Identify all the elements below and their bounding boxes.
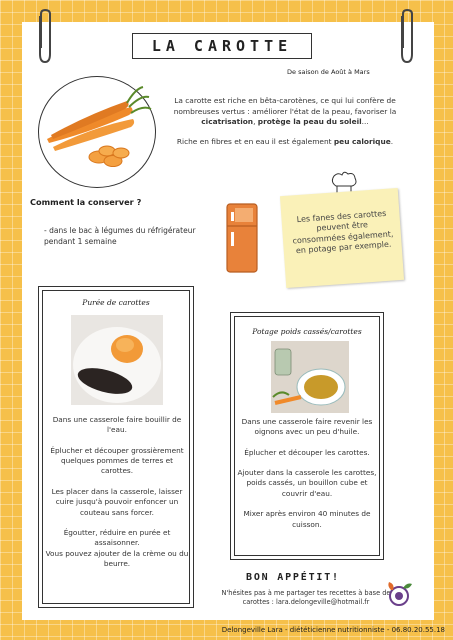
recipe-card-soup — [230, 312, 384, 560]
recipe-step: Dans une casserole faire bouillir de l'eau. — [52, 415, 182, 435]
recipe-step: Éplucher et découper les carottes. — [244, 447, 370, 457]
carrot-illustration — [39, 77, 157, 189]
recipe-steps-puree — [45, 415, 189, 569]
intro-highlight-sun: protège la peau du soleil — [257, 117, 362, 127]
intro-text-part: Riche en fibres et en eau il est également — [176, 136, 334, 146]
sticky-note-text: Les fanes des carottes peuvent être consommées également, en potage par exemple. — [292, 208, 394, 256]
season-label: De saison de Août à Mars — [287, 68, 370, 76]
recipe-step: Ajouter dans la casserole les carottes, poids cassés, un bouillon cube et couvrir d'eau. — [237, 468, 377, 498]
recipe-step: Les placer dans la casserole, laisser cuire jusqu'à pouvoir enfoncer un couteau sans forcer. — [51, 486, 183, 517]
footer-contact: Delongeville Lara - diététicienne nutritionniste - 06.80.20.55.18 — [221, 626, 445, 634]
puree-photo — [71, 315, 163, 405]
storage-text: - dans le bac à légumes du réfrigérateur pendant 1 semaine — [44, 226, 196, 246]
recipe-step: Dans une casserole faire revenir les oignons avec un peu d'huile. — [241, 417, 373, 437]
intro-paragraph-benefits — [160, 96, 410, 128]
soup-photo — [271, 341, 349, 413]
intro-text — [160, 96, 410, 147]
recipe-title-puree: Purée de carottes — [82, 298, 150, 307]
fridge-icon — [225, 202, 259, 274]
closing-title: BON APPÉTIT! — [246, 572, 340, 583]
sticky-note — [280, 188, 404, 288]
intro-paragraph-calories — [160, 137, 410, 148]
paperclip-left-icon — [34, 8, 56, 66]
recipe-step: Mixer après environ 40 minutes de cuisson. — [243, 509, 371, 529]
fruit-logo-icon — [385, 580, 415, 610]
page-title: LA CAROTTE — [132, 33, 312, 59]
recipe-title-soup: Potage poids cassés/carottes — [252, 327, 362, 336]
intro-text-part: ... — [361, 117, 369, 127]
share-text: N'hésites pas à me partager tes recettes à base de carottes : lara.delongeville@hotmail.fr — [221, 589, 391, 607]
storage-heading: Comment la conserver ? — [30, 197, 142, 207]
recipe-step: Égoutter, réduire en purée et assaisonner. Vous pouvez ajouter de la crème ou du beurre. — [45, 527, 189, 568]
recipe-card-puree — [38, 286, 194, 608]
intro-text-part: , — [253, 117, 258, 127]
intro-text-part: . — [390, 136, 394, 146]
intro-highlight-calories: peu calorique — [333, 136, 391, 146]
intro-highlight-healing: cicatrisation — [201, 117, 254, 127]
intro-text-part: La carotte est riche en bêta-carotènes, ce qui lui confère de nombreuses vertus : améliorer l'état de la peau, favoriser la — [173, 96, 397, 116]
paperclip-right-icon — [396, 8, 418, 66]
recipe-steps-soup — [237, 417, 377, 530]
recipe-step: Éplucher et découper grossièrement quelques pommes de terres et carottes. — [50, 445, 184, 476]
carrot-photo-frame — [38, 76, 156, 188]
